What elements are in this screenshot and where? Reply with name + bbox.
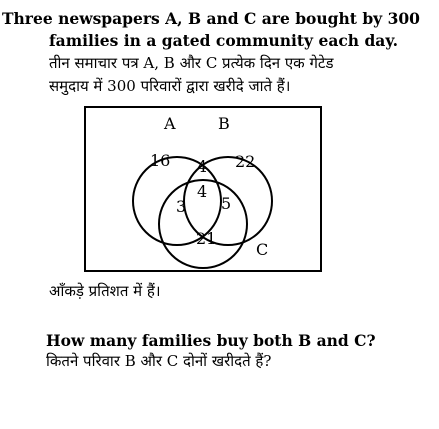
set-label-c: C (256, 240, 269, 259)
region-b-and-c: 5 (221, 194, 232, 213)
region-a-b-and-c: 4 (197, 182, 208, 201)
ask-question-hindi: कितने परिवार B और C दोनों खरीदते हैं? (46, 352, 272, 370)
question-hindi-line-1: तीन समाचार पत्र A, B और C प्रत्येक दिन एक गेटेड (49, 54, 334, 72)
venn-diagram (84, 106, 326, 276)
region-b-only: 22 (235, 152, 256, 171)
ask-question: How many families buy both B and C? (46, 331, 376, 350)
question-line-1: Three newspapers A, B and C are bought by 300 (2, 9, 420, 28)
set-label-b: B (218, 114, 230, 133)
region-c-only: 21 (196, 229, 217, 248)
region-a-and-b: 4 (197, 157, 208, 176)
set-label-a: A (164, 114, 176, 133)
question-hindi-line-2: समुदाय में 300 परिवारों द्वारा खरीदे जाते हैं। (49, 77, 291, 95)
region-a-only: 16 (150, 151, 171, 170)
region-a-and-c: 3 (176, 197, 187, 216)
venn-note: आँकड़े प्रतिशत में हैं। (49, 282, 161, 300)
question-line-2: families in a gated community each day. (49, 31, 398, 50)
